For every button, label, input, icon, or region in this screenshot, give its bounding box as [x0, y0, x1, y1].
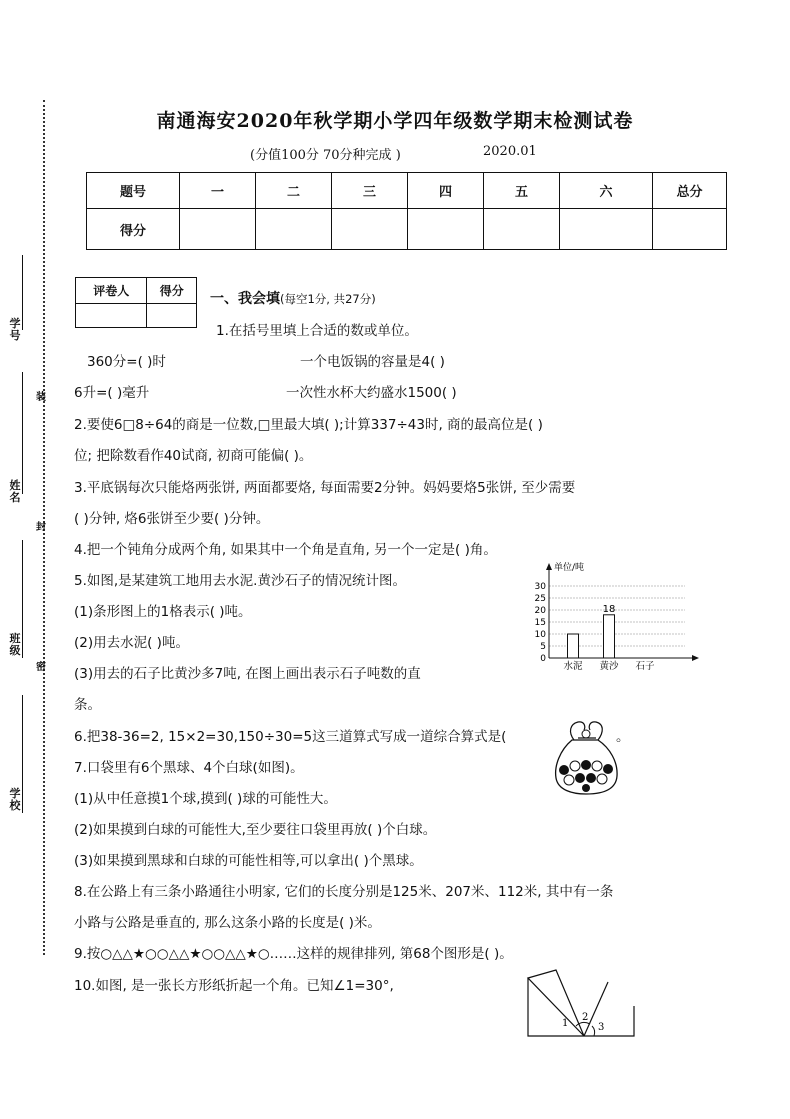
chart-unit-label: 单位/吨: [554, 563, 585, 573]
section-1-note: (每空1分, 共27分): [280, 292, 376, 306]
question-2-line-1: 2.要使6□8÷64的商是一位数,□里最大填( );计算337÷43时, 商的最高位是( ): [74, 417, 543, 433]
y-tick-label: 5: [540, 642, 546, 652]
grader-score-header: 得分: [147, 278, 197, 304]
question-10: 10.如图, 是一张长方形纸折起一个角。已知∠1=30°,: [74, 978, 394, 994]
score-header-cell: 三: [332, 173, 408, 209]
section-1-title: [210, 288, 376, 308]
bar-chart: [525, 560, 700, 672]
score-table: [86, 172, 727, 250]
y-axis-arrow: [546, 563, 552, 570]
score-header-cell: 四: [408, 173, 484, 209]
question-5-part-3-cont: 条。: [74, 697, 101, 713]
question-1d: 一次性水杯大约盛水1500( ): [286, 385, 457, 401]
angle-label-3: 3: [598, 1022, 605, 1033]
x-tick-label: 石子: [635, 661, 655, 672]
question-3-line-2: ( )分钟, 烙6张饼至少要( )分钟。: [74, 511, 270, 527]
score-header-cell: 一: [180, 173, 256, 209]
side-label-school: 学校: [9, 787, 21, 812]
y-tick-label: 20: [534, 606, 546, 616]
question-1a: 360分=( )时: [87, 354, 166, 370]
question-5-part-3: (3)用去的石子比黄沙多7吨, 在图上画出表示石子吨数的直: [74, 666, 421, 682]
bar: [568, 634, 579, 658]
bar-data-label: 18: [602, 603, 616, 615]
score-cell[interactable]: [180, 209, 256, 250]
question-7: 7.口袋里有6个黑球、4个白球(如图)。: [74, 760, 304, 776]
score-row-label: 得分: [87, 209, 180, 250]
folded-paper-figure: [522, 968, 642, 1040]
side-label-student-id: 学号: [9, 317, 21, 342]
score-cell[interactable]: [653, 209, 727, 250]
question-8-line-2: 小路与公路是垂直的, 那么这条小路的长度是( )米。: [74, 915, 381, 931]
score-header-cell: 总分: [653, 173, 727, 209]
question-6-end: 。: [616, 729, 630, 745]
score-header-cell: 题号: [87, 173, 180, 209]
score-table-header-row: [87, 173, 727, 209]
question-2-line-2: 位; 把除数看作40试商, 初商可能偏( )。: [74, 448, 313, 464]
exam-title: 南通海安2020年秋学期小学四年级数学期末检测试卷: [156, 110, 634, 132]
question-1b: 一个电饭锅的容量是4( ): [300, 354, 445, 370]
question-6: 6.把38-36=2, 15×2=30,150÷30=5这三道算式写成一道综合算式是(: [74, 729, 507, 745]
side-fill-line-school[interactable]: [22, 695, 23, 813]
question-7-part-3: (3)如果摸到黑球和白球的可能性相等,可以拿出( )个黑球。: [74, 853, 423, 869]
score-header-cell: 二: [256, 173, 332, 209]
section-1-heading: 一、我会填: [210, 291, 280, 307]
score-cell[interactable]: [484, 209, 560, 250]
side-fill-line-name[interactable]: [22, 372, 23, 494]
grader-cell[interactable]: [76, 304, 147, 328]
angle-label-1: 1: [562, 1018, 569, 1029]
x-tick-label: 黄沙: [599, 661, 619, 672]
side-fill-line-student-id[interactable]: [22, 255, 23, 330]
bars: [568, 604, 616, 658]
question-4: 4.把一个钝角分成两个角, 如果其中一个角是直角, 另一个一定是( )角。: [74, 542, 497, 558]
grader-header: 评卷人: [76, 278, 147, 304]
x-tick-labels: [563, 660, 655, 672]
question-1: 1.在括号里填上合适的数或单位。: [216, 323, 418, 339]
question-1c: 6升=( )毫升: [74, 385, 150, 401]
grader-table: [75, 277, 197, 328]
side-label-class: 班级: [9, 632, 21, 657]
score-header-cell: 六: [560, 173, 653, 209]
y-tick-labels: [535, 582, 547, 664]
binding-char-feng: 封: [36, 522, 46, 533]
y-tick-label: 15: [534, 618, 546, 628]
y-tick-label: 30: [534, 582, 546, 592]
question-8-line-1: 8.在公路上有三条小路通往小明家, 它们的长度分别是125米、207米、112米, 其中有一条: [74, 884, 614, 900]
grader-score-cell[interactable]: [147, 304, 197, 328]
exam-date: 2020.01: [483, 144, 537, 159]
question-7-part-1: (1)从中任意摸1个球,摸到( )球的可能性大。: [74, 791, 337, 807]
y-tick-label: 10: [534, 630, 546, 640]
score-cell[interactable]: [408, 209, 484, 250]
score-cell[interactable]: [256, 209, 332, 250]
side-label-name: 姓名: [9, 479, 21, 504]
angle-label-2: 2: [582, 1012, 589, 1023]
y-tick-label: 25: [534, 594, 546, 604]
score-header-cell: 五: [484, 173, 560, 209]
score-cell[interactable]: [560, 209, 653, 250]
question-5-part-2: (2)用去水泥( )吨。: [74, 635, 189, 651]
question-5: 5.如图,是某建筑工地用去水泥.黄沙石子的情况统计图。: [74, 573, 406, 589]
x-tick-label: 水泥: [563, 661, 583, 672]
ball-bag-figure: [550, 718, 622, 796]
score-cell[interactable]: [332, 209, 408, 250]
question-5-part-1: (1)条形图上的1格表示( )吨。: [74, 604, 252, 620]
bar: [604, 615, 615, 658]
question-9: 9.按○△△★○○△△★○○△△★○……这样的规律排列, 第68个图形是( )。: [74, 946, 513, 962]
question-3-line-1: 3.平底锅每次只能烙两张饼, 两面都要烙, 每面需要2分钟。妈妈要烙5张饼, 至少需要: [74, 480, 576, 496]
score-table-score-row: [87, 209, 727, 250]
binding-char-mi: 密: [36, 662, 46, 673]
y-tick-label: 0: [540, 654, 546, 664]
question-7-part-2: (2)如果摸到白球的可能性大,至少要往口袋里再放( )个白球。: [74, 822, 437, 838]
exam-subtitle: (分值100分 70分种完成 ): [250, 148, 401, 163]
side-fill-line-class[interactable]: [22, 540, 23, 658]
x-axis-arrow: [692, 655, 699, 661]
binding-char-zhuang: 装: [36, 392, 46, 403]
